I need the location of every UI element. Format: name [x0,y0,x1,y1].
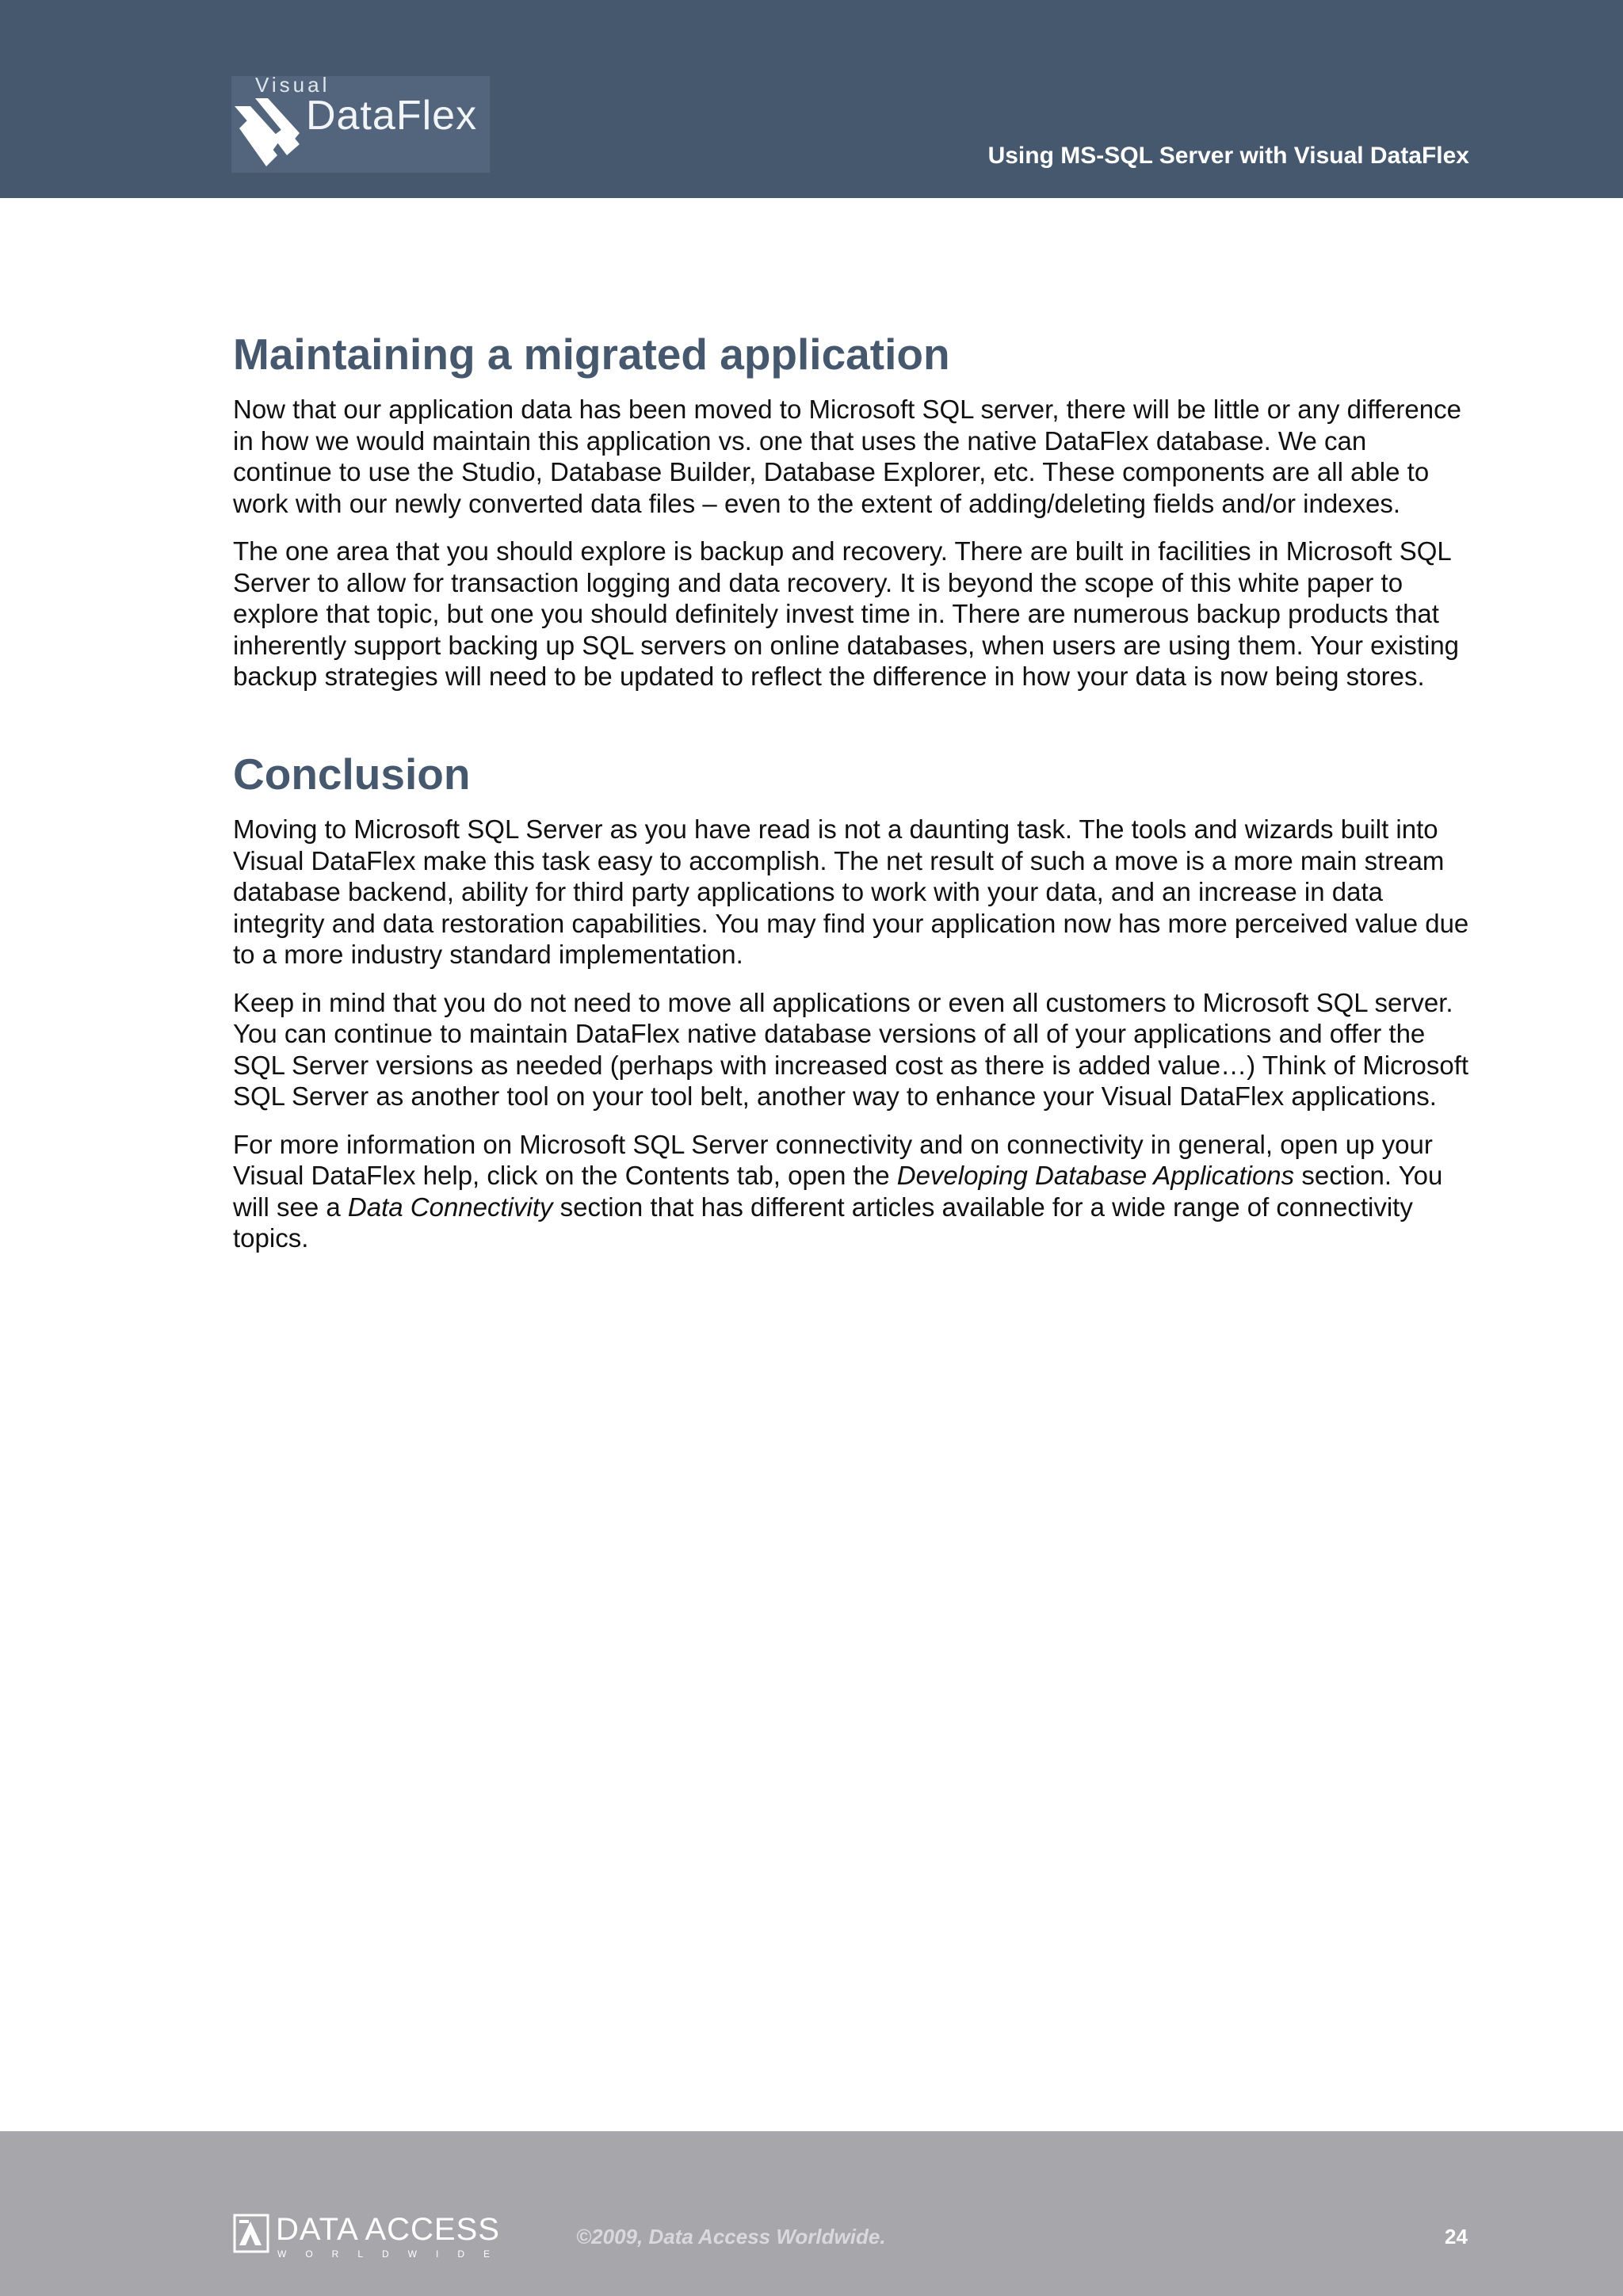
page-footer [0,2131,1623,2296]
document-title: Using MS-SQL Server with Visual DataFlex [987,143,1469,169]
paragraph-more-information [233,1129,1471,1254]
section-heading-conclusion: Conclusion [233,749,471,799]
paragraph: Keep in mind that you do not need to move all applications or even all customers to Microsoft SQL server. You can continue to maintain DataFlex native database versions of all of your applications and offer the SQL Server versions as needed (perhaps with increased cost as there is added value…) Think of Microsoft SQL Server as another tool on your tool belt, another way to enhance your Visual DataFlex applications. [233,987,1469,1111]
footer-logo-subtext: WORLDWIDE [277,2248,509,2260]
paragraph: The one area that you should explore is backup and recovery. There are built in facilities in Microsoft SQL Server to allow for transaction logging and data recovery. It is beyond the scope of this white paper to explore that topic, but one you should definitely invest time in. There are numerous backup products that inherently support backing up SQL servers on online databases, when users are using them. Your existing backup strategies will need to be updated to reflect the difference in how your data is now being stores. [233,536,1460,692]
text-run: section. You will see a [233,1161,1443,1222]
paragraph: Now that our application data has been moved to Microsoft SQL server, there will be little or any difference in how we would maintain this application vs. one that uses the native DataFlex database. We can continue to use the Studio, Database Builder, Database Explorer, etc. These components are all able to work with our newly converted data files – even to the extent of adding/deleting fields and/or indexes. [233,395,1461,518]
logo-dataflex-text: DataFlex [306,93,478,139]
page-body [233,330,1471,1271]
logo-visual-text: Visual [255,73,330,97]
italic-reference-data-connectivity: Data Connectivity [347,1192,553,1222]
paragraph: Moving to Microsoft SQL Server as you have read is not a daunting task. The tools and wizards built into Visual DataFlex make this task easy to accomplish. The net result of such a move is a more main stream database backend, ability for third party applications to work with your data, and an increase in data integrity and data restoration capabilities. You may find your application now has more perceived value due to a more industry standard implementation. [233,814,1469,969]
copyright-text: ©2009, Data Access Worldwide. [576,2225,886,2248]
italic-reference-developing-database-applications: Developing Database Applications [896,1161,1295,1190]
data-access-logo-mark-icon [233,2214,269,2253]
text-run: section that has different articles available for a wide range of connectivity topics. [233,1192,1413,1253]
section-heading-maintaining: Maintaining a migrated application [233,330,950,379]
page-number: 24 [1445,2225,1468,2248]
visual-dataflex-logo [231,73,490,173]
page-header [0,0,1623,198]
footer-logo-text: DATA ACCESS [276,2212,500,2247]
text-run: For more information on Microsoft SQL Server connectivity and on connectivity in general, open up your Visual DataFlex help, click on the Contents tab, open the [233,1129,1433,1190]
